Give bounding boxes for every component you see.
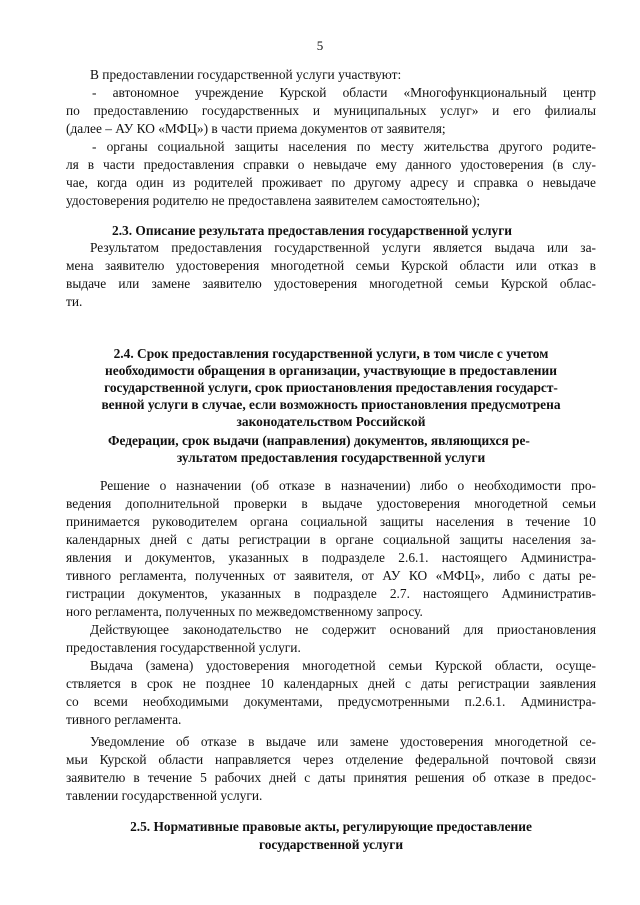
section-2-4-para1-line: принимается руководителем органа социальной защиты населения в течение 10 [66, 514, 596, 529]
section-2-4-heading-line: 2.4. Срок предоставления государственной услуги, в том числе с учетом [113, 346, 549, 361]
section-2-4-para2-line: Действующее законодательство не содержит оснований для приостановления [90, 622, 596, 637]
section-2-4-heading-line: Федерации, срок выдачи (направления) документов, являющихся ре- [108, 433, 530, 448]
section-2-4-para3-line: ствляется в срок не позднее 10 календарных дней с даты регистрации заявления [66, 676, 596, 691]
section-2-3-line: мена заявителю удостоверения многодетной семьи Курской области или отказ в [66, 258, 596, 273]
section-2-4-heading-line: государственной услуги, срок приостановления предоставления государст- [104, 380, 558, 395]
intro-lead: В предоставлении государственной услуги участвуют: [90, 67, 402, 82]
section-2-4-para3-line: со всеми необходимыми документами, предусмотренными п.2.6.1. Администра- [66, 694, 596, 709]
intro-item2-line: ля в части предоставления справки о невыдаче ему данного удостоверения (в слу- [66, 157, 596, 172]
section-2-3-heading: 2.3. Описание результата предоставления государственной услуги [112, 223, 513, 238]
section-2-4-para1-line: Решение о назначении (об отказе в назначении) либо о необходимости про- [100, 478, 596, 493]
section-2-4-heading-line: законодательством Российской [236, 414, 426, 429]
section-2-4-para3-line: тивного регламента. [66, 712, 182, 727]
section-2-4-para4-line: мьи Курской области направляется через отделение федеральной почтовой связи [66, 752, 596, 767]
section-2-4-para1-line: гистрации документов, указанных в подразделе 2.7. настоящего Административ- [66, 586, 596, 601]
intro-item2-line: удостоверения родителю не предоставлена заявителем самостоятельно); [66, 193, 481, 208]
section-2-4-heading-line: зультатом предоставления государственной услуги [176, 450, 486, 465]
section-2-4-para1-line: явления и документов, указанных в подразделе 2.6.1. настоящего Администра- [66, 550, 596, 565]
page-number: 5 [316, 38, 324, 53]
intro-item1-line: - автономное учреждение Курской области «Многофункциональный центр [92, 85, 596, 100]
intro-item2-line: чае, когда один из родителей проживает по другому адресу и справка о невыдаче [66, 175, 596, 190]
section-2-4-para2-line: предоставления государственной услуги. [66, 640, 301, 655]
section-2-4-para4-line: тавлении государственной услуги. [66, 788, 263, 803]
section-2-3-line: Результатом предоставления государственной услуги является выдача или за- [90, 240, 596, 255]
section-2-4-para4-line: Уведомление об отказе в выдаче или замене удостоверения многодетной се- [90, 734, 596, 749]
intro-item1-line: по предоставлению государственных и муниципальных услуг» и его филиалы [66, 103, 596, 118]
section-2-3-line: выдаче или замене заявителю удостоверения многодетной семьи Курской облас- [66, 276, 596, 291]
section-2-4-para4-line: заявителю в течение 5 рабочих дней с даты принятия решения об отказе в предос- [66, 770, 596, 785]
section-2-4-heading-line: необходимости обращения в организации, участвующие в предоставлении [105, 363, 557, 378]
section-2-4-para1-line: ного регламента, полученных по межведомственному запросу. [66, 604, 423, 619]
section-2-3-line: ти. [66, 294, 83, 309]
section-2-4-para3-line: Выдача (замена) удостоверения многодетной семьи Курской области, осуще- [90, 658, 596, 673]
intro-item1-line: (далее – АУ КО «МФЦ») в части приема документов от заявителя; [66, 121, 446, 136]
section-2-4-heading-line: венной услуги в случае, если возможность приостановления предусмотрена [101, 397, 561, 412]
section-2-5-heading-line: государственной услуги [258, 837, 404, 852]
intro-item2-line: - органы социальной защиты населения по месту жительства другого родите- [92, 139, 596, 154]
section-2-4-para1-line: календарных дней с даты регистрации в органе социальной защиты населения за- [66, 532, 596, 547]
section-2-5-heading-line: 2.5. Нормативные правовые акты, регулирующие предоставление [130, 819, 532, 834]
section-2-4-para1-line: ведения дополнительной проверки в выдаче удостоверения многодетной семьи [66, 496, 596, 511]
section-2-4-para1-line: тивного регламента, полученных от заявителя, от АУ КО «МФЦ», либо с даты ре- [66, 568, 596, 583]
